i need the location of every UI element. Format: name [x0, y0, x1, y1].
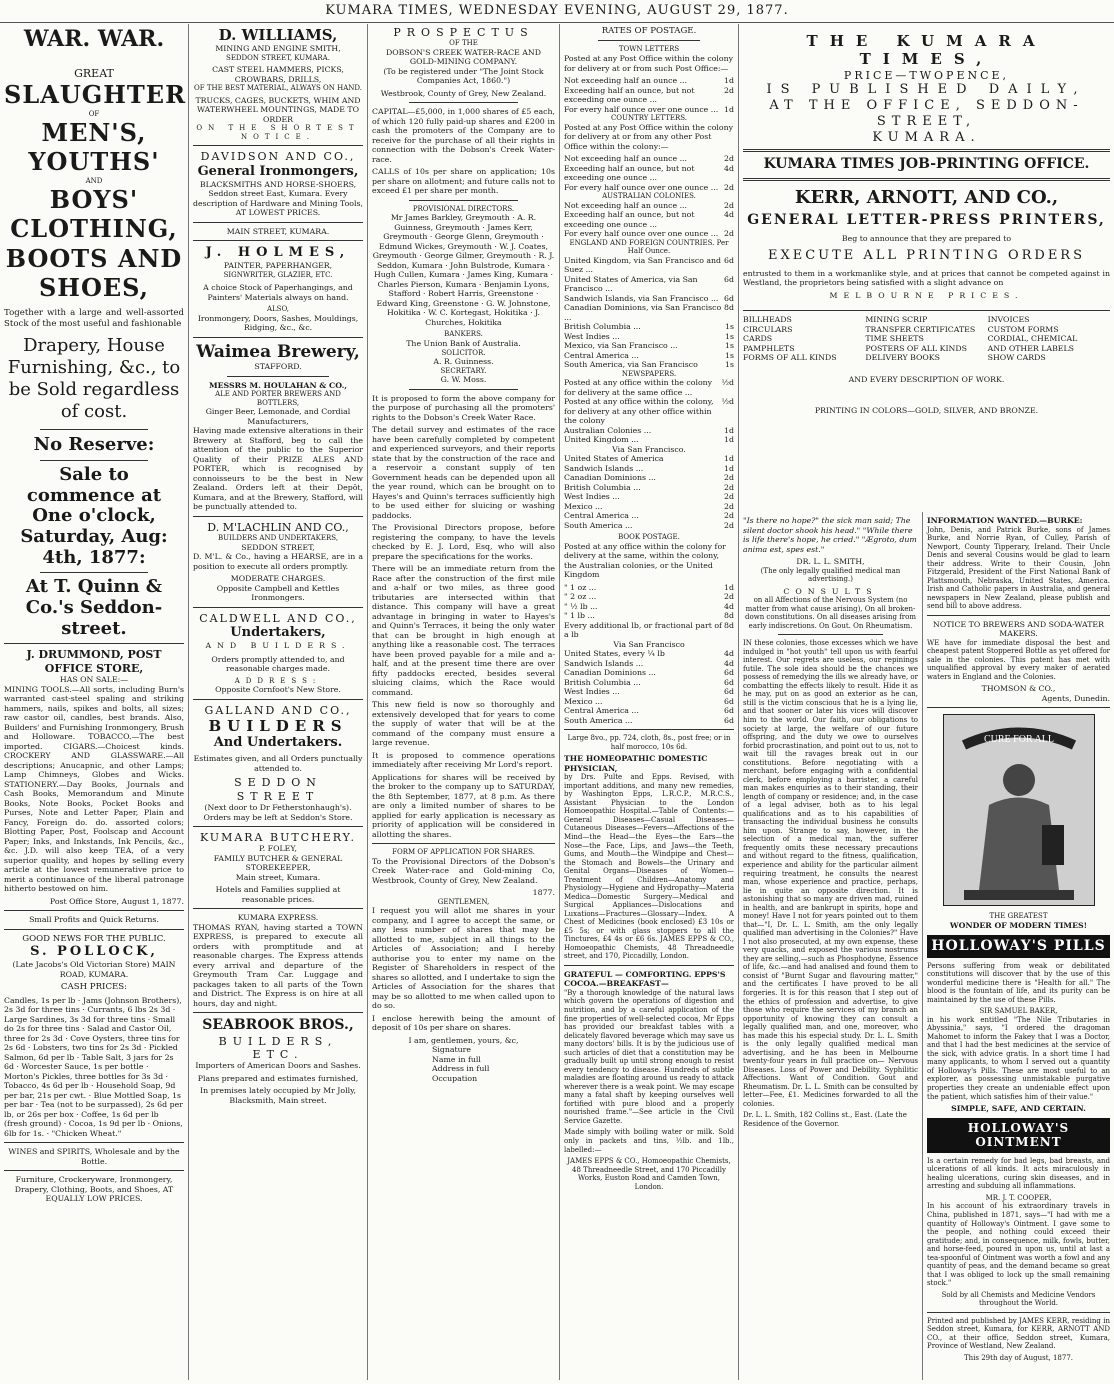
book-sf-rates — [564, 649, 734, 725]
rate-row: Sandwich Islands ... 4d — [564, 658, 734, 668]
times-title: THE KUMARA TIMES, — [806, 32, 1047, 69]
secretary-text: G. W. Moss. — [440, 375, 487, 385]
wines-text: WINES and SPIRITS, Wholesale and by the Bottle. — [8, 1147, 180, 1166]
address-body: Opposite Cornfoot's New Store. — [215, 685, 341, 695]
foley-body: Hotels and Families supplied at reasonable prices. — [215, 885, 341, 904]
notice-heading: NOTICE TO BREWERS AND SODA-WATER MAKERS. — [933, 619, 1104, 639]
book-intro: Posted at any office within the colony for delivery at the same, within the colony, the Australian colonies, or the United Kingdom — [564, 541, 726, 580]
yours-text: I am, gentlemen, yours, &c, — [408, 1035, 519, 1045]
pollock-heading: S. POLLOCK, — [30, 944, 158, 960]
rate-row: Central America ... 6d — [564, 706, 734, 716]
cocoa-body: "By a thorough knowledge of the natural laws which govern the operations of digestion and nutrition, and by a careful application of the fine properties of well-selected cocoa, Mr Epps has provided our breakfast tables with a delicately flavored beverage which may save us many doctors' bills. It is by the judicious use of such articles of diet that a constitution may be gradually built up until strong enough to resist every tendency to disease. Hundreds of subtle maladies are floating around us ready to attack wherever there is a weak point. We may escape many a fatal shaft by keeping ourselves well fortified with pure blood and a properly nourished frame."—See article in the Civil Service Gazette. — [564, 988, 734, 1125]
rate-row: United Kingdom ... 1d — [564, 435, 734, 445]
wonder-heading: WONDER OF MODERN TIMES! — [949, 921, 1088, 930]
country-intro: Posted at any Post Office within the colony for delivery at or from any other Post Office within the colony:— — [564, 122, 734, 151]
rate-row: Exceeding half an ounce, but not exceeding one ounce ... 4d — [564, 163, 734, 183]
work-item: AND OTHER LABELS — [987, 343, 1075, 353]
rate-row: Mexico, via San Francisco ... 1s — [564, 341, 734, 351]
rate-row: For every half ounce over one ounce ... 2d — [564, 229, 734, 239]
shoes-heading: SHOES, — [38, 272, 150, 302]
name-field[interactable]: Name in full — [432, 1054, 481, 1064]
news-rates — [564, 378, 734, 445]
town-heading: TOWN LETTERS — [618, 45, 680, 54]
work-item: PAMPHLETS — [743, 343, 795, 353]
rate-row: Exceeding half an ounce, but not exceeding one ounce ... 2d — [564, 85, 734, 105]
holmes-heading: J. HOLMES, — [205, 245, 351, 261]
aus-heading: AUSTRALIAN COLONIES. — [602, 192, 696, 201]
prospectus-heading: PROSPECTUS — [393, 26, 534, 39]
davidson-body: Seddon street East, Kumara. Every description of Hardware and Mining Tools, — [193, 189, 363, 208]
mlachlin-street: SEDDON STREET, — [241, 542, 315, 552]
rate-row: Canadian Dominions ... 6d — [564, 668, 734, 678]
prospectus-body-4: There will be an immediate return from the Race after the construction of the first mile and a-half or two miles, as three good tributaries are intersected within that distance. This company will have a great advantage in bringing in water to Hayes's and Quinn's Terraces, it being the only water that can be brought in high enough at anything like a reasonable cost. The terraces have been proved payable for a mile and a-half, and at the present time there are over fifty paddocks erected, besides several sluicing claims, which the Race would command. — [372, 564, 555, 697]
every-desc: AND EVERY DESCRIPTION OF WORK. — [848, 374, 1005, 384]
work-item: DELIVERY BOOKS — [865, 353, 940, 363]
houlahan-sub2: Ginger Beer, Lemonade, and Cordial Manufacturers, — [205, 407, 351, 426]
seabrook-heading: SEABROOK BROS., — [202, 1017, 354, 1034]
form-heading: FORM OF APPLICATION FOR SHARES. — [392, 848, 535, 857]
and-label: AND — [85, 176, 103, 185]
town-intro: Posted at any Post Office within the colony for delivery at or from such Post Office:— — [564, 54, 734, 73]
foley-name: P. FOLEY, — [259, 844, 297, 854]
mlachlin-sub: BUILDERS AND UNDERTAKERS, — [217, 534, 339, 543]
rate-row: Canadian Dominions, via San Francisco ... 8d — [564, 303, 734, 322]
good-news: GOOD NEWS FOR THE PUBLIC. — [22, 933, 166, 944]
williams-body: CAST STEEL HAMMERS, PICKS, CROWBARS, DRILLS, — [212, 65, 344, 84]
rate-row: West Indies ... 1s — [564, 331, 734, 341]
holmes-body2: Ironmongery, Doors, Sashes, Mouldings, Ridging, &c., &c. — [197, 313, 359, 333]
rate-row: " 1 oz ... 1d — [564, 582, 734, 592]
rate-row: British Columbia ... 6d — [564, 677, 734, 687]
work-item: CORDIAL, CHEMICAL — [987, 334, 1078, 344]
clothing-heading: CLOTHING, — [10, 214, 178, 244]
work-item: CARDS — [743, 334, 773, 344]
rate-row: West Indies ... 6d — [564, 687, 734, 697]
seabrook-plans: Plans prepared and estimates furnished, — [197, 1073, 359, 1083]
boots-heading: BOOTS AND — [5, 243, 183, 273]
melbourne-prices: MELBOURNE PRICES. — [829, 290, 1024, 300]
westbrook-text: Westbrook, County of Grey, New Zealand. — [380, 88, 547, 98]
capital-text: CAPITAL—£5,000, in 1,000 shares of £5 each, of which 120 fully paid-up shares and £200 in cash the promoters of the Company are to receive for the purchase of all their rights in connection with the Dobson's Creek Water-race. — [372, 107, 555, 164]
rate-row: Central America ... 2d — [564, 511, 734, 521]
rate-row: Central America ... 1s — [564, 350, 734, 360]
info-heading: INFORMATION WANTED.—BURKE: — [927, 516, 1083, 525]
column-3 — [368, 26, 559, 1384]
builders-and: AND BUILDERS. — [205, 641, 351, 651]
form-year: 1877. — [532, 888, 555, 898]
of-label: OF — [88, 109, 100, 118]
sale-heading: Sale to commence at One o'clock, Saturday, Aug: 4th, 1877: — [20, 463, 168, 568]
bankers-heading: BANKERS. — [444, 330, 483, 339]
column-4 — [560, 26, 738, 1384]
work-grid — [743, 315, 1110, 363]
country-heading: COUNTRY LETTERS. — [610, 114, 688, 123]
galland-body: Estimates given, and all Orders punctually attended to. — [193, 754, 363, 773]
occupation-field[interactable]: Occupation — [432, 1073, 478, 1083]
youths-heading: YOUTHS' — [28, 147, 160, 177]
boys-heading: BOYS' — [49, 185, 139, 215]
rate-row: Not exceeding half an ounce ... 2d — [564, 200, 734, 210]
bankers-text: The Union Bank of Australia. — [406, 339, 521, 348]
stafford-label: STAFFORD. — [254, 362, 302, 372]
houlahan-heading: MESSRS M. HOULAHAN & CO., — [208, 380, 348, 390]
notice-body: WE have for immediate disposal the best and cheapest patent Stoppered Bottle as yet offered for sale in the colonies. This patent has met with unqualified approval by every maker of aerated waters in England and the Colonies. — [927, 638, 1110, 681]
williams-trucks: TRUCKS, CAGES, BUCKETS, WHIM AND WATERWHEEL MOUNTINGS, MADE TO ORDER — [195, 95, 361, 124]
mlachlin-body: D. M'L. & Co., having a HEARSE, are in a position to execute all orders promptly. — [193, 552, 363, 571]
prospectus-body-1: It is proposed to form the above company for the purpose of purchasing all the promoters' rights to the Dobson's Creek Water Race. — [372, 393, 555, 422]
of-the-label: OF THE — [449, 39, 478, 48]
smith-addr: Dr. L. L. Smith, 182 Collins st., East. (Late the Residence of the Governor. — [743, 1111, 907, 1128]
address-field[interactable]: Address in full — [432, 1064, 490, 1074]
rate-row: South America ... 6d — [564, 715, 734, 725]
no-reserve: No Reserve: — [33, 433, 155, 455]
williams-best: OF THE BEST MATERIAL, ALWAYS ON HAND. — [194, 84, 362, 93]
imprint-text: Printed and published by JAMES KERR, residing in Seddon street, Kumara, for KERR, ARNOTT AND CO., at their office, Seddon street, Kumara, Province of Westland, New Zealand. — [927, 1316, 1110, 1351]
seabrook-sub: BUILDERS, ETC. — [218, 1034, 338, 1061]
rate-row: Australian Colonies ... 1d — [564, 425, 734, 435]
cocoa-title: GRATEFUL — COMFORTING. EPPS'S COCOA.—BREAKFAST— — [564, 969, 726, 989]
small-profits: Small Profits and Quick Returns. — [29, 915, 159, 925]
rate-row: For every half ounce over one ounce ... 2d — [564, 182, 734, 192]
rate-row: British Columbia ... 2d — [564, 482, 734, 492]
furniture-text: Furniture, Crockeryware, Ironmongery, Drapery, Clothing, Boots, and Shoes, AT EQUALLY LOW PRICES. — [14, 1175, 174, 1204]
williams-addr: SEDDON STREET, KUMARA. — [226, 53, 330, 62]
express-heading: KUMARA EXPRESS. — [237, 913, 319, 923]
seddon-orders: Orders may be left at Seddon's Store. — [203, 812, 353, 822]
rate-row: Posted at any office within the colony for delivery at the same office ... ½d — [564, 378, 734, 397]
builders-heading: BUILDERS — [208, 717, 348, 736]
holloway-pills-banner: HOLLOWAY'S PILLS — [927, 935, 1110, 958]
quinn-heading: At T. Quinn & Co.'s Seddon-street. — [25, 576, 163, 639]
oint-body: Is a certain remedy for bad legs, bad breasts, and ulcerations of all kinds. It acts miraculously in healing ulcerations, curing skin diseases, and in arresting and subduing all inflammations. — [927, 1156, 1110, 1191]
war-heading: WAR. WAR. — [23, 26, 165, 52]
work-item: INVOICES — [987, 315, 1030, 325]
work-item: POSTERS OF ALL KINDS — [865, 343, 967, 353]
great-label: GREAT — [74, 66, 114, 80]
cocoa-sign: JAMES EPPS & CO., Homoeopathic Chemists, 48 Threadneedle Street, and 170 Piccadilly Works, Euston Road and Camden Town, London. — [567, 1157, 731, 1191]
moderate-charges: MODERATE CHARGES. — [230, 574, 326, 584]
times-published: IS PUBLISHED DAILY, — [766, 82, 1087, 97]
hygeia-illustration — [943, 714, 1095, 906]
country-rates — [564, 154, 734, 192]
mens-heading: MEN'S, — [41, 118, 147, 148]
rate-row: Sandwich Islands, via San Francisco ... 6d — [564, 293, 734, 303]
pills-body: Persons suffering from weak or debilitated constitutions will discover that by the use of this wonderful medicine there is "Health for all." The blood is the fountain of life, and its purity can be maintained by the use of these Pills. — [927, 961, 1110, 1004]
holmes-sub2: SIGNWRITER, GLAZIER, ETC. — [223, 270, 333, 279]
thomson-name: THOMSON & CO., — [981, 684, 1056, 694]
book-via-heading: Via San Francisco — [613, 639, 685, 649]
drummond-heading: J. DRUMMOND, POST OFFICE STORE, — [26, 648, 162, 675]
cooper-body: In his account of his extraordinary travels in China, published in 1871, says—"I had with me a quantity of Holloway's Ointment. I gave some to the people, and nothing could exceed their gratitude; and, in consequence, milk, fowls, butter, and horse-feed, poured in upon us, until at last a tea-spoonful of Ointment was worth a fowl and any quantity of peas, and the demand became so great that I was obliged to lock up the small remaining stock." — [927, 1202, 1110, 1288]
opposite-text: Opposite Campbell and Kettles Ironmongers. — [216, 583, 340, 603]
aus-rates — [564, 201, 734, 239]
together-text: Together with a large and well-assorted Stock of the most useful and fashionable — [4, 308, 184, 329]
drummond-sub: HAS ON SALE:— — [59, 675, 129, 685]
column-5-left — [739, 516, 922, 1384]
column-5-top — [739, 26, 1114, 516]
work-item: CUSTOM FORMS — [987, 324, 1059, 334]
rate-row: United States of America, via San Francisco ... 6d — [564, 274, 734, 294]
seabrook-premises: In premises lately occupied by Mr Jolly, Blacksmith, Main street. — [200, 1086, 356, 1105]
greatest-label: THE GREATEST — [989, 912, 1048, 921]
work-item: MINING SCRIP — [865, 315, 928, 325]
foley-sub: FAMILY BUTCHER & GENERAL STOREKEEPER, — [213, 853, 343, 873]
form-body: I request you will allot me shares in your company, and I agree to accept the same, or any less number of shares that may be allotted to me, subject in all things to the Articles of Association; and I hereby authorise you to enter my name on the Register of Shareholders in respect of the shares so allotted, and I undertake to sign the Articles of Association for the shares that may be so allotted to me when called upon to do so. — [372, 906, 555, 1011]
work-item: CIRCULARS — [743, 324, 793, 334]
holloway-ointment-banner: HOLLOWAY'S OINTMENT — [927, 1118, 1110, 1153]
prospectus-body-5: This new field is now so thoroughly and extensively developed that for years to come the supply of water that will be at the command of the company must ensure a large revenue. — [372, 700, 555, 748]
drummond-body: MINING TOOLS.—All sorts, including Burn's warranted cast-steel spaling and striking hammers, nails, spikes and bolts, all sizes; raw castor oil, candles, best brands. Also, Builders' and Furnishing Ironmongery, Brush and Holloware. TOBACCO.—The best imported. CIGARS.—Choicest kinds. CROCKERY AND GLASSWARE.—All descriptions; Anucapnic, and other Lamps; Lamp Chimneys, Globes and Wicks. STATIONERY.—Day Books, Journals and Cash Books, Memorandum and Minute Books, Note Books, Pocket Books and Purses, Note and Letter Paper, Plain and Fancy, Foreign do. do. assorted colors; Blotting Paper, Post, Foolscap and Account Paper; Inks, and Inkstands, Ink Pencils, &c., &c. J.D. will also keep TEA, of a very superior quality, and hopes by selling every article at the lowest remunerative price to merit a continuance of the liberal patronage hitherto bestowed on him. — [4, 684, 184, 894]
rate-row: South America ... 2d — [564, 520, 734, 530]
houlahan-sub: ALE AND PORTER BREWERS AND BOTTLERS, — [215, 390, 341, 407]
book-rates — [564, 583, 734, 640]
rate-row: Not exceeding half an ounce ... 1d — [564, 76, 734, 86]
davidson-heading: DAVIDSON AND CO., — [200, 150, 356, 164]
sf-rates — [564, 454, 734, 530]
enclose-text: I enclose herewith being the amount of deposit of 10s per share on shares. — [372, 1013, 555, 1033]
rate-row: South America, via San Francisco 1s — [564, 360, 734, 370]
foley-addr: Main street, Kumara. — [235, 872, 321, 882]
execute-heading: EXECUTE ALL PRINTING ORDERS — [767, 248, 1085, 264]
undertakers-label: Undertakers, — [230, 625, 326, 641]
lowest-prices: AT LOWEST PRICES. — [235, 208, 321, 218]
times-kumara: KUMARA. — [872, 129, 981, 145]
holmes-sub: PAINTER, PAPERHANGER, — [223, 261, 333, 271]
work-item: TIME SHEETS — [865, 334, 924, 344]
rate-row: For every half ounce over one ounce ... 1d — [564, 104, 734, 114]
foreign-heading: ENGLAND AND FOREIGN COUNTRIES. Per Half Ounce. — [569, 238, 729, 256]
seddon-sub: (Next door to Dr Fetherstonhaugh's). — [204, 803, 352, 813]
consults-body: on all Affections of the Nervous System (no matter from what cause arising), On all broken-down constitutions. On all diseases arising from early indiscretions. On Gout. On Rheumatism. — [745, 596, 916, 630]
waimea-heading: Waimea Brewery, — [196, 341, 360, 362]
rate-row: " 2 oz ... 2d — [564, 592, 734, 602]
seabrook-body: Importers of American Doors and Sashes. — [195, 1061, 361, 1071]
rate-row: United States of America 1d — [564, 454, 734, 464]
pollock-sub: (Late Jacobs's Old Victorian Store) MAIN ROAD, KUMARA. — [12, 960, 176, 979]
times-office: AT THE OFFICE, SEDDON-STREET, — [769, 97, 1084, 129]
register-text: (To be registered under "The Joint Stock Companies Act, 1860.") — [383, 66, 544, 86]
baker-body: in his work entitled "The Nile Tributaries in Abyssinia," says, "I ordered the dragoman Mahomet to inform the Fakey that I was a Doctor, and that I had the best medicines at the service of the sick, with advice gratis. In a short time I had many applicants, to whom I served out a quantity of Holloway's Pills. These are most useful to an explorer, as possessing unmistakable purgative properties they create an undeniable effect upon the patient, which satisfies him of their value." — [927, 1015, 1110, 1101]
news-heading: NEWSPAPERS. — [621, 369, 677, 378]
rate-row: British Columbia ... 1s — [564, 322, 734, 332]
holmes-also: ALSO, — [266, 305, 290, 314]
agents-text: Agents, Dunedin. — [1041, 693, 1110, 703]
rate-row: Sandwich Islands ... 1d — [564, 463, 734, 473]
times-price: PRICE—TWOPENCE, — [843, 68, 1010, 82]
company-heading: DOBSON'S CREEK WATER-RACE AND GOLD-MINING COMPANY. — [386, 47, 541, 67]
column-2 — [189, 26, 367, 1384]
holmes-body: A choice Stock of Paperhangings, and Painters' Materials always on hand. — [203, 283, 353, 302]
rate-row: United States, every ¼ lb 4d — [564, 649, 734, 659]
butchery-heading: KUMARA BUTCHERY. — [199, 831, 357, 845]
rate-row: Every additional lb, or fractional part of a lb 8d — [564, 620, 734, 640]
rate-row: " 1 lb ... 8d — [564, 611, 734, 621]
directors-heading: PROVISIONAL DIRECTORS. — [412, 204, 515, 213]
jobprint-heading: KUMARA TIMES JOB-PRINTING OFFICE. — [763, 156, 1090, 173]
smith-quote: "Is there no hope?" the sick man said; The silent doctor shook his head." "While there is life there's hope, he cried." "Ægroto, dum anima est, spes est." — [743, 516, 917, 554]
directors-list: Mr James Barkley, Greymouth · A. R. Guinness, Greymouth · James Kerr, Greymouth · George Glenn, Greymouth · Edmund Wickes, Greymouth · W. J. Coates, Greymouth · George Gilmer, Greymouth · R. J. Seddon, Kumara · John Bulstrode, Kumara · Hugh Cullen, Kumara · James King, Kumara · Charles Pierson, Kumara · Benjamin Lyons, Stafford · Robert Harris, Greenstone · Edward King, Greenstone · G. W. Johnstone, Hokitika · W. C. Kortegast, Hokitika · J. Churches, Hokitika — [372, 213, 555, 327]
solicitor-text: A. R. Guinness. — [433, 357, 494, 367]
general-printers: GENERAL LETTER-PRESS PRINTERS, — [747, 212, 1106, 229]
prospectus-body-7: Applications for shares will be received by the broker to the company up to SATURDAY, the 8th September, 1877, at 8 p.m. As there are only a limited number of shares to be applied for early application is necessary as priority of application will be considered in allotting the shares. — [372, 772, 555, 839]
smith-sub: (The only legally qualified medical man advertising.) — [760, 566, 901, 584]
rate-row: United Kingdom, via San Francisco and Suez ... 6d — [564, 255, 734, 275]
rate-row: " ½ lb ... 4d — [564, 601, 734, 611]
rate-row: Mexico ... 2d — [564, 501, 734, 511]
homeo-title: THE HOMEOPATHIC DOMESTIC PHYSICIAN, — [564, 754, 708, 773]
rate-row: Not exceeding half an ounce ... 2d — [564, 154, 734, 164]
signature-field[interactable]: Signature — [432, 1045, 471, 1055]
drummond-sign: Post Office Store, August 1, 1877. — [49, 896, 184, 906]
williams-sub: MINING AND ENGINE SMITH, — [215, 44, 341, 54]
express-body: THOMAS RYAN, having started a TOWN EXPRESS, is prepared to execute all orders with promptitude and at reasonable charges. The Express attends every arrival and departure of the Greymouth Tram Car. Luggage and packages taken to all parts of the Town and District. The Express is on hire at all hours, day and night. — [193, 922, 363, 1008]
consults-heading: CONSULTS — [783, 586, 878, 596]
smith-name: DR. L. L. SMITH, — [796, 557, 865, 566]
imprint-date: This 29th day of August, 1877. — [964, 1353, 1073, 1362]
williams-notice: ON THE SHORTEST NOTICE. — [196, 124, 360, 141]
work-item: TRANSFER CERTIFICATES — [865, 324, 976, 334]
entrusted-text: entrusted to them in a workmanlike style, and at prices that cannot be competed against in Westland, the proprietors being satisfied with a slight advance on — [743, 268, 1110, 288]
masthead: KUMARA TIMES, WEDNESDAY EVENING, AUGUST 29, 1877. — [0, 0, 1114, 23]
seddon-street: SEDDON STREET — [234, 776, 322, 803]
cocoa-made: Made simply with boiling water or milk. Sold only in packets and tins, ½lb. and 1lb., labelled:— — [564, 1128, 734, 1154]
address-label: ADDRESS: — [234, 676, 322, 685]
prospectus-body-2: The detail survey and estimates of the race have been carefully completed by competent and experienced surveyors, and their reports state that by the construction of the race and a reservoir a constant supply of ten Government heads can be depended upon all the year round, which can be brought on to Hayes's and Quinn's terraces sufficiently high to be used either for sluicing or washing paddocks. — [372, 425, 555, 520]
houlahan-body: Having made extensive alterations in their Brewery at Stafford, beg to call the attention of the public to the Superior Quality of their PRIZE ALES AND PORTER, which is recognised by connoisseurs to be the best in New Zealand. Orders left at their Depôt, Kumara, and at the Brewery, Stafford, will be punctually attended to. — [193, 426, 363, 512]
via-sf-heading: Via San Francisco. — [612, 444, 686, 454]
mlachlin-heading: D. M'LACHLIN AND CO., — [207, 520, 349, 534]
beg-text: Beg to announce that they are prepared to — [841, 233, 1012, 243]
kerr-heading: KERR, ARNOTT, AND CO., — [794, 186, 1059, 208]
rate-row: Posted at any office within the colony, for delivery at any other office within the colony ½d — [564, 397, 734, 426]
main-street: MAIN STREET, KUMARA. — [226, 226, 330, 236]
general-ironmongers: General Ironmongers, — [197, 163, 359, 179]
info-body: John, Denis, and Patrick Burke, sons of James Burke, and Norrie Ryan, of Culley, Parish of Newport, County Tipperary, Ireland. Their Uncle Denis and several Cousins would be glad to learn their address. Write to their Cousin, John Fitzgerald, President of the First National Bank of Plattsmouth, Nebraska, United States, America. Irish and Catholic papers in Australia, and general newspapers in New Zealand, please publish and send bill to above address. — [927, 525, 1110, 611]
secretary-heading: SECRETARY. — [440, 366, 487, 375]
postage-heading: RATES OF POSTAGE. — [601, 26, 697, 36]
foreign-rates — [564, 256, 734, 370]
baker-heading: SIR SAMUEL BAKER, — [979, 1007, 1058, 1016]
slaughter-heading: SLAUGHTER — [4, 80, 187, 110]
prospectus-body-6: It is proposed to commence operations immediately after receiving Mr Lord's report. — [372, 750, 555, 770]
cooper-heading: MR. J. T. COOPER, — [985, 1193, 1052, 1202]
work-item: BILLHEADS — [743, 315, 792, 325]
work-item: SHOW CARDS — [987, 353, 1046, 363]
sold-text: Sold by all Chemists and Medicine Vendors throughout the World. — [941, 1290, 1096, 1308]
cure-all-banner: CURE FOR ALL — [983, 734, 1054, 746]
and-undertakers: And Undertakers. — [213, 735, 343, 751]
colors-text: PRINTING IN COLORS—GOLD, SILVER, AND BRONZE. — [814, 406, 1039, 416]
column-5-right — [923, 516, 1114, 1384]
rate-row: Mexico ... 6d — [564, 696, 734, 706]
calls-text: CALLS of 10s per share on application; 10s per share on allotment; and future calls not to exceed £1 per share per month. — [372, 167, 555, 196]
prospectus-body-3: The Provisional Directors propose, before registering the company, to have the levels checked by E. J. Lord, Esq, who will also prepare the specifications for the works. — [372, 523, 555, 561]
gentlemen-label: GENTLEMEN, — [437, 897, 490, 906]
caldwell-body: Orders promptly attended to, and reasonable charges made. — [211, 654, 345, 674]
caldwell-heading: CALDWELL AND CO., — [199, 611, 357, 625]
smith-body: IN these colonies, those excesses which we have indulged in "hot youth" tell upon us with fearful interest. Our regrets are useless, our repinings futile. The sole idea should be the chances we possess of remedying the ills we already have, or combatting the effects likely to result. Hide it as he may, put on as good an exterior as he can, still is the victim conscious that he is a lying lie, and that sooner or later his vices will discover him to the world. Our faith, our obligations to society at large, the welfare of our future offspring, and the duty we owe to ourselves forbid procrastination, and point out to us, not to wait till the ravages break out in our constitutions. Before negotiating with a merchant, before engaging with a confidential clerk, before employing a barrister, a careful man makes enquiries as to their standing, their length of company or residence; and, in the case of a legal adviser, both as to his legal qualifications and as to his capabilities of transacting the individual business he consults him upon. Strange to say, however, in the selection of a medical man, the sufferer frequently omits these necessary precautions and without regard to the fitness, qualification, experience and ability for the particular ailment requiring treatment, he consults the nearest man, whose experience and practice, perhaps, lie in quite an opposite direction. It is astonishing that so many are driven mad, ruined in health, and are bankrupt in spirits, hope and money! Have I not for years pointed out to them that—"I, Dr. L. L. Smith, am the only legally qualified man advertising in the Colonies?" Have I not also prosecuted, at my own expense, these very quacks, and exposed the various nostrums they are selling,—such as Phosphodyne, Essence of life, &c.—and had analised and found them to consist of "Burnt Sugar and flavouring matter," and the certificates I have proved to be all forgeries. It is for this reason that I step out of the ethics of profession and advertise, to give those who require the services of my branch an opportunity of knowing they can consult a legally qualified man, and one, moreover, who has made this his especial study. Dr. L. L. Smith is the only legally qualified medical man advertising, and he has been in Melbourne twenty-four years in full practice on— Nervous Diseases. Loss of Power and Debility. Syphilitic Affections. Want of Condition. Gout and Rheumatism. Dr. L. L. Smith can be consulted by letter—Fee, £1. Medicines forwarded to all the colonies. — [743, 639, 918, 1108]
town-rates — [564, 76, 734, 114]
form-to: To the Provisional Directors of the Dobson's Creek Water-race and Gold-mining Co, Westbrook, County of Grey, New Zealand. — [372, 856, 555, 885]
rate-row: Canadian Dominions ... 2d — [564, 473, 734, 483]
column-1 — [0, 26, 188, 1384]
simple-heading: SIMPLE, SAFE, AND CERTAIN. — [951, 1104, 1086, 1114]
rate-row: Exceeding half an ounce, but not exceeding one ounce ... 4d — [564, 210, 734, 229]
cash-prices: CASH PRICES: — [60, 982, 128, 993]
galland-heading: GALLAND AND CO., — [204, 703, 352, 717]
homeo-body: by Drs. Pulte and Epps. Revised, with important additions, and many new remedies, by Washington Epps, L.R.C.P., M.R.C.S., Assistant Physician to the London Homoeopathic Hospital.—Table of Contents:—General Diseases—Casual Diseases—Cutaneous Diseases—Fevers—Affections of the Mind—the Head—the Eyes—the Ears—the Nose—the Face, Lips, and Jaws—the Teeth, Gums, and Mouth—the Windpipe and Chest—the Stomach and Bowels—the Urinary and Genital Organs—Diseases of Women—Treatment of Children—Anatomy and Physiology—Hygiene and Hydropathy—Materia Medica—Domestic Surgery—Medical and Surgical Appliances—Dislocations and Luxations—Fractures—Glossary—Index. A Chest of Medicines (book enclosed) £3 10s or £5 5s; or with glass stoppers to all the Tinctures, £4 4s or £6 6s. JAMES EPPS & CO., Homoeopathic Chemists, 48 Threadneedle street, and 170, Piccadilly, London. — [564, 773, 734, 961]
work-item: FORMS OF ALL KINDS — [743, 353, 837, 363]
williams-heading: D. WILLIAMS, — [218, 26, 338, 44]
solicitor-heading: SOLICITOR. — [441, 348, 486, 357]
blacksmiths-text: BLACKSMITHS AND HORSE-SHOERS, — [199, 179, 357, 189]
homeo-price: Large 8vo., pp. 724, cloth, 8s., post free; or in half morocco, 10s 6d. — [567, 734, 731, 751]
price-list: Candles, 1s per lb · Jams (Johnson Brothers), 2s 3d for three tins · Currants, 6 lbs 2s 3d · Large Sardines, 3s 3d for three tins · Small do 2s for three tins · Salad and Castor Oil, three for 2s 3d · Cove Oysters, three tins for 2s 6d · Lobsters, two tins for 2s 3d · Pickled Salmon, 6d per lb · Table Salt, 3 jars for 2s 6d · Worcester Sauce, 1s per bottle · Morton's Pickles, three bottles for 3s 3d · Tobacco, 4s 6d per lb · Household Soap, 9d per bar, 21s per cwt. · Blue Mottled Soap, 1s per bar · Tea (not to be surpassed), 2s 6d per lb, or 26s per box · Coffee, 1s 6d per lb (fresh ground) · Cocoa, 1s 9d per lb · Onions, 6lb for 1s. · "Chicken Wheat." — [4, 995, 183, 1138]
book-heading: BOOK POSTAGE. — [618, 533, 680, 542]
rate-row: West Indies ... 2d — [564, 492, 734, 502]
drapery-heading: Drapery, House Furnishing, &c., to be Sold regardless of cost. — [7, 335, 181, 422]
